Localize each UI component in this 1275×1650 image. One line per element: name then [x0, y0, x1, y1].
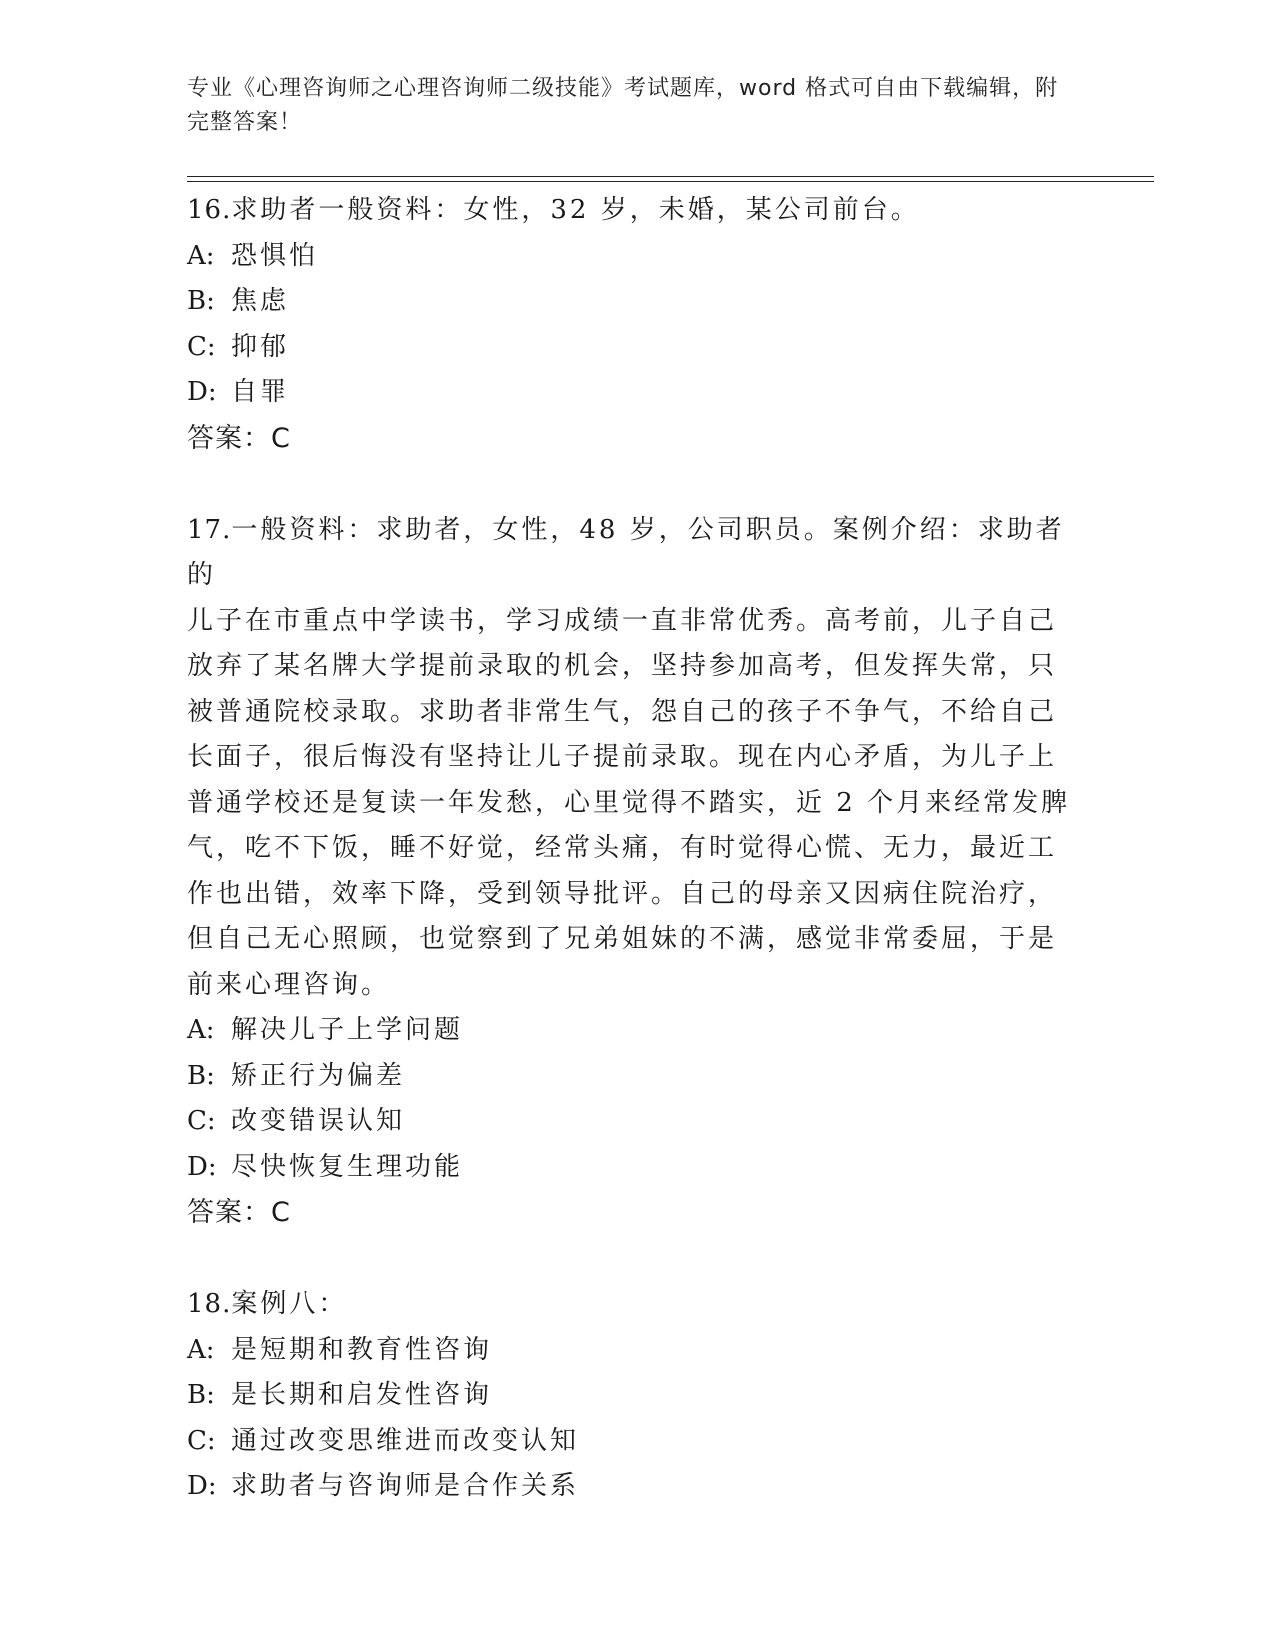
option-d	[187, 1464, 1087, 1510]
option-b	[187, 1054, 1087, 1100]
stem-line: 气，吃不下饭，睡不好觉，经常头痛，有时觉得心慌、无力，最近工	[187, 833, 1058, 863]
question-18	[187, 1282, 1087, 1510]
option-letter: C:	[187, 331, 216, 362]
option-text: 求助者与咨询师是合作关系	[231, 1471, 580, 1501]
option-c	[187, 1419, 1087, 1465]
option-letter: C:	[187, 1106, 216, 1136]
option-d	[187, 370, 1087, 416]
question-number: 17.	[187, 514, 232, 545]
question-17	[187, 508, 1087, 1237]
option-letter: D:	[187, 377, 217, 407]
option-text: 恐惧怕	[231, 240, 319, 271]
option-text: 自罪	[231, 377, 290, 407]
stem-line: 被普通院校录取。求助者非常生气，怨自己的孩子不争气，不给自己	[187, 696, 1058, 727]
option-letter: D:	[187, 1151, 217, 1182]
option-text: 是长期和启发性咨询	[231, 1380, 493, 1410]
option-d	[187, 1145, 1087, 1191]
stem-line: 作也出错，效率下降，受到领导批评。自己的母亲又因病住院治疗，	[187, 878, 1058, 909]
question-stem	[187, 188, 1087, 234]
option-text: 是短期和教育性咨询	[231, 1334, 493, 1365]
stem-line: 放弃了某名牌大学提前录取的机会，坚持参加高考，但发挥失常，只	[187, 651, 1058, 681]
answer-line: 答案：C	[187, 422, 291, 454]
stem-line: 前来心理咨询。	[187, 969, 391, 1000]
option-letter: B:	[187, 1060, 215, 1091]
option-b	[187, 1373, 1087, 1419]
stem-line: 儿子在市重点中学读书，学习成绩一直非常优秀。高考前，儿子自己	[187, 605, 1058, 636]
header-divider-bottom	[187, 181, 1154, 182]
stem-line: 但自己无心照顾，也觉察到了兄弟姐妹的不满，感觉非常委屈，于是	[187, 924, 1058, 954]
header-divider-top	[187, 176, 1154, 177]
question-stem	[187, 508, 1087, 599]
option-text: 矫正行为偏差	[231, 1060, 406, 1091]
option-a	[187, 1328, 1087, 1374]
option-a	[187, 1008, 1087, 1054]
option-b	[187, 279, 1087, 325]
option-text: 改变错误认知	[231, 1106, 406, 1136]
answer-line: 答案：C	[187, 1197, 291, 1228]
option-letter: B:	[187, 1380, 215, 1410]
option-text: 焦虑	[231, 286, 290, 316]
option-a	[187, 234, 1087, 280]
stem-line: 案例八：	[231, 1289, 348, 1319]
stem-line: 求助者一般资料：女性，32 岁，未婚，某公司前台。	[231, 195, 920, 225]
question-number: 18.	[187, 1289, 232, 1319]
question-list	[187, 188, 1087, 1510]
spacer	[187, 462, 1087, 508]
option-letter: D:	[187, 1471, 217, 1501]
option-c	[187, 325, 1087, 371]
option-text: 通过改变思维进而改变认知	[231, 1425, 580, 1456]
question-stem	[187, 1282, 1087, 1328]
stem-line: 一般资料：求助者，女性，48 岁，公司职员。案例介绍：求助者的	[187, 514, 1065, 590]
stem-line: 普通学校还是复读一年发愁，心里觉得不踏实，近 2 个月来经常发脾	[187, 787, 1071, 818]
stem-line: 长面子，很后悔没有坚持让儿子提前录取。现在内心矛盾，为儿子上	[187, 742, 1058, 772]
option-text: 解决儿子上学问题	[231, 1015, 464, 1045]
option-text: 抑郁	[231, 331, 290, 362]
option-c	[187, 1099, 1087, 1145]
option-letter: A:	[187, 1015, 215, 1045]
option-letter: C:	[187, 1425, 216, 1456]
spacer	[187, 1236, 1087, 1282]
document-header: 专业《心理咨询师之心理咨询师二级技能》考试题库，word 格式可自由下载编辑，附完整答案！	[187, 76, 1059, 135]
option-letter: B:	[187, 286, 215, 316]
option-letter: A:	[187, 1334, 215, 1365]
option-text: 尽快恢复生理功能	[231, 1151, 464, 1182]
question-16	[187, 188, 1087, 462]
question-number: 16.	[187, 195, 232, 225]
option-letter: A:	[187, 240, 215, 271]
